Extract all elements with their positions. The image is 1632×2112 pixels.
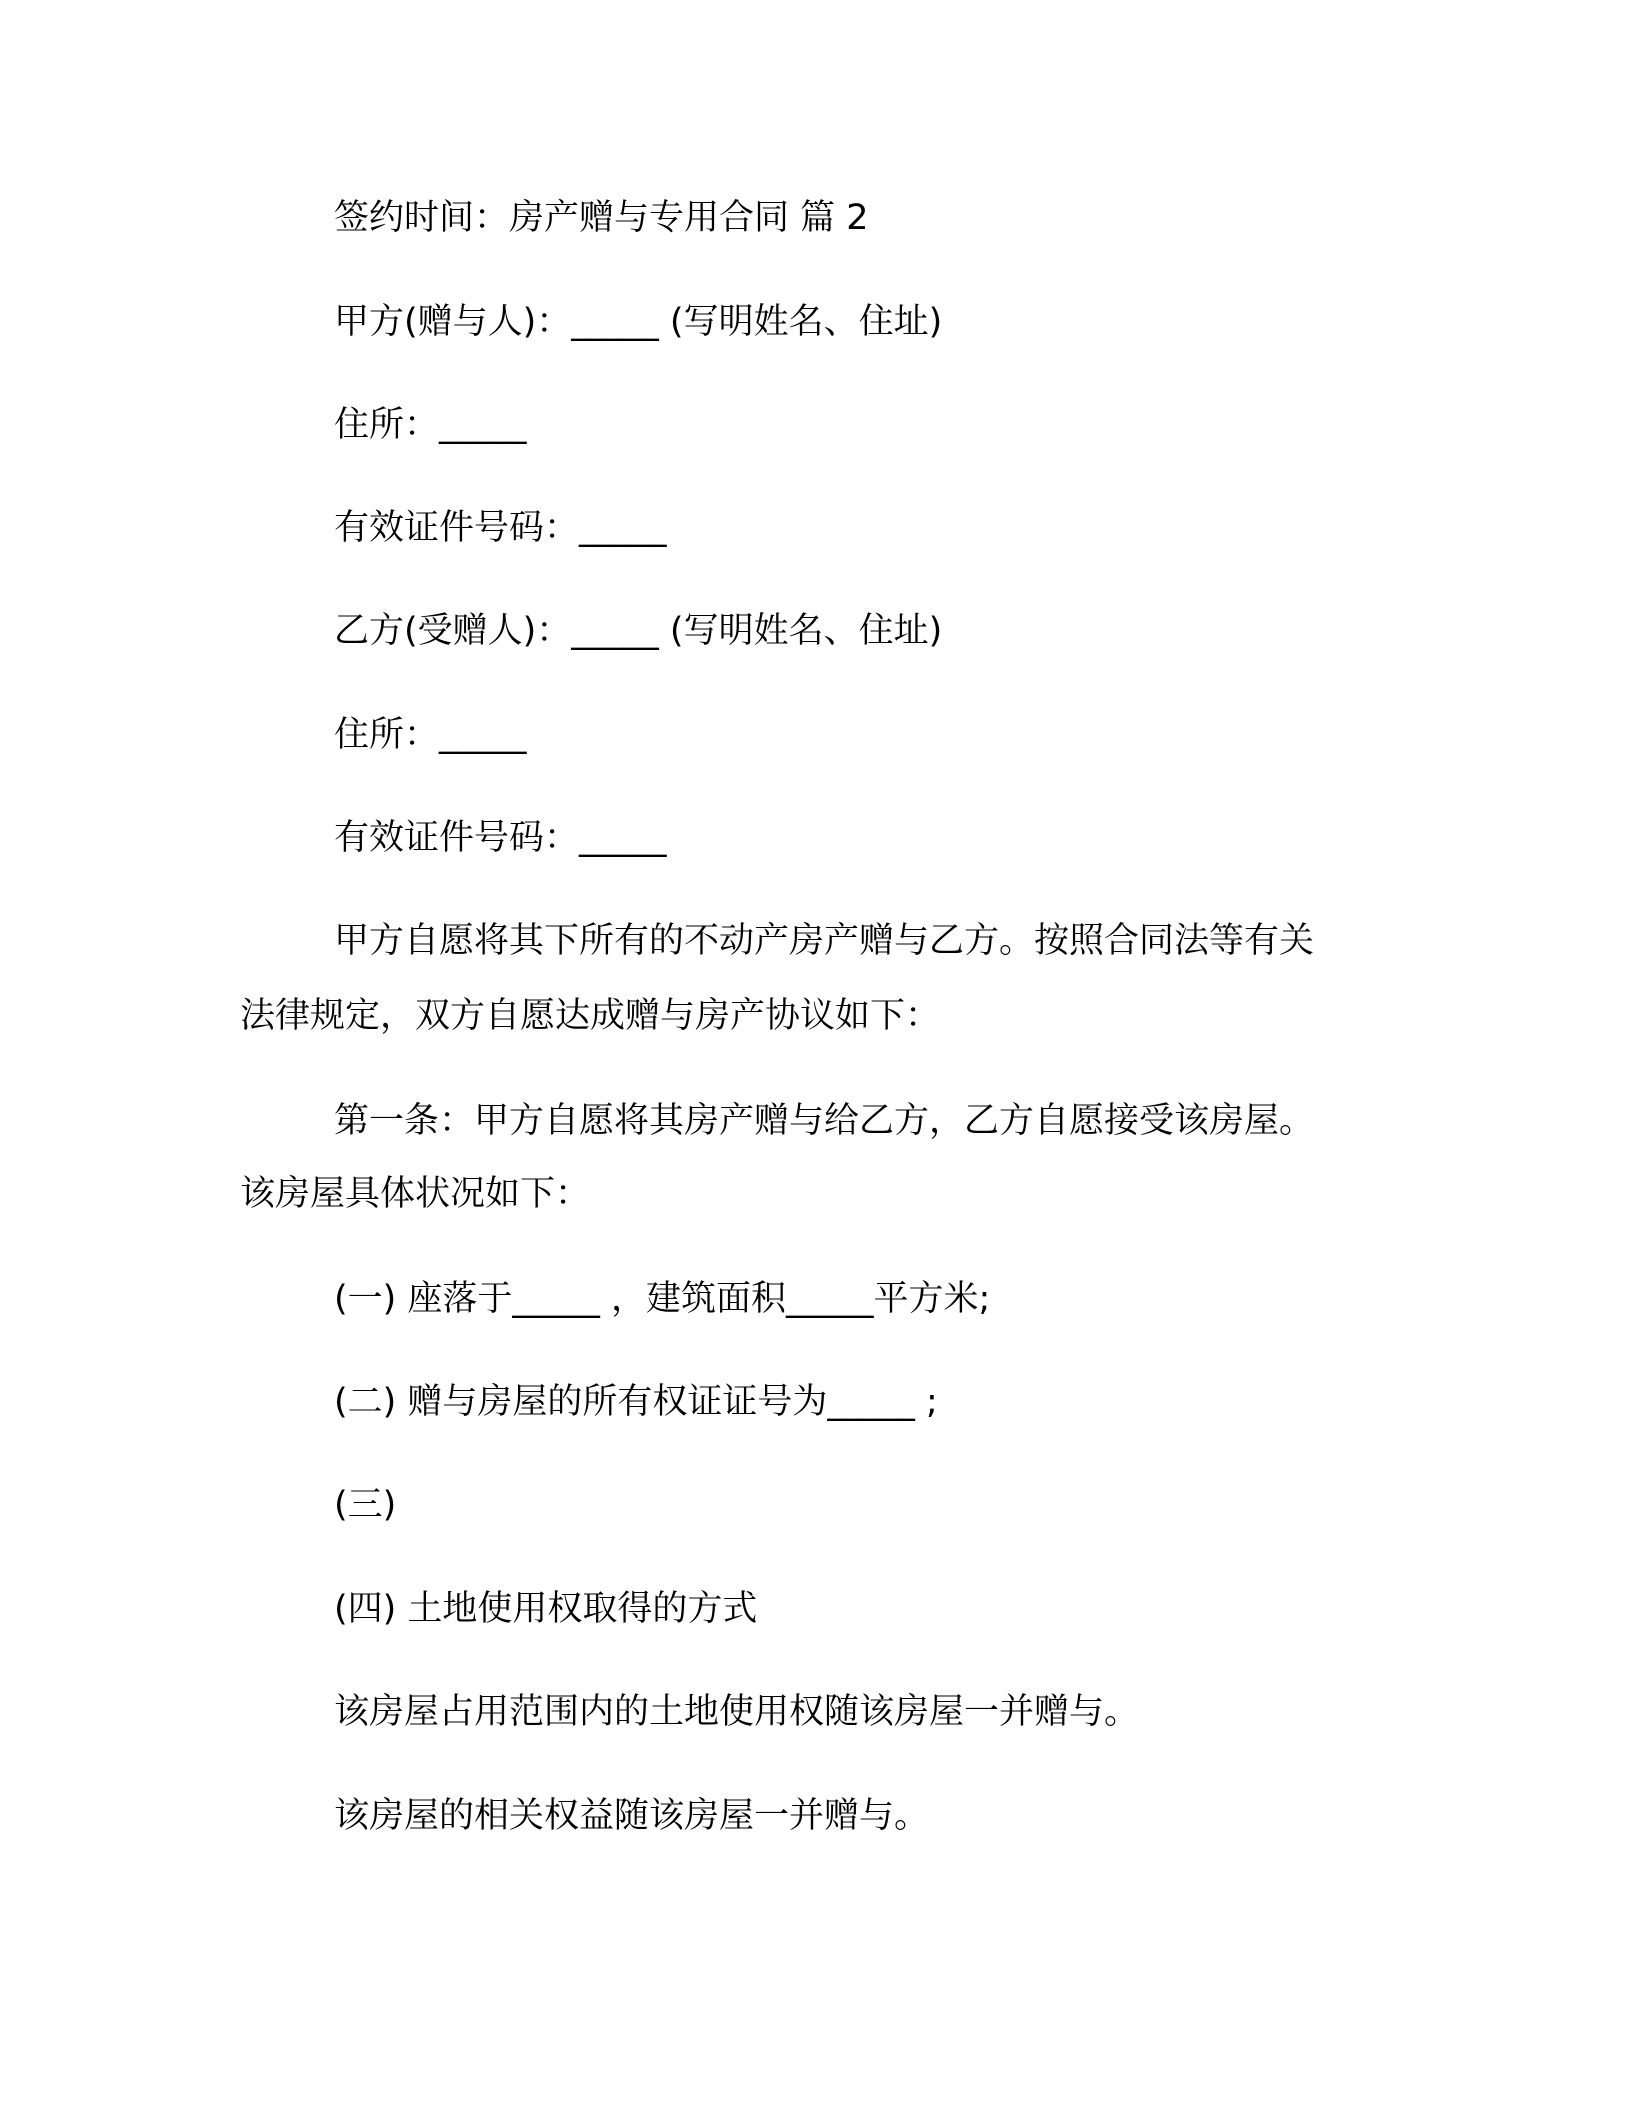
party-a-line: 甲方(赠与人)：_____ (写明姓名、住址) xyxy=(334,302,943,342)
party-a-id-line: 有效证件号码：_____ xyxy=(334,508,667,548)
article-one-line-1: 第一条：甲方自愿将其房产赠与给乙方，乙方自愿接受该房屋。 xyxy=(334,1101,1315,1141)
signing-time-line: 签约时间：房产赠与专用合同 篇 2 xyxy=(334,198,869,238)
intro-paragraph-line-2: 法律规定，双方自愿达成赠与房产协议如下： xyxy=(240,996,941,1036)
intro-paragraph-line-1: 甲方自愿将其下所有的不动产房产赠与乙方。按照合同法等有关 xyxy=(334,921,1315,961)
party-b-id-line: 有效证件号码：_____ xyxy=(334,818,667,858)
article-one-line-2: 该房屋具体状况如下： xyxy=(240,1174,591,1214)
related-rights-line: 该房屋的相关权益随该房屋一并赠与。 xyxy=(334,1796,930,1836)
item-four-line: (四) 土地使用权取得的方式 xyxy=(334,1589,758,1629)
party-a-residence-line: 住所：_____ xyxy=(334,405,527,445)
item-two-line: (二) 赠与房屋的所有权证证号为_____ ; xyxy=(334,1382,938,1422)
party-b-residence-line: 住所：_____ xyxy=(334,715,527,755)
item-one-line: (一) 座落于_____ ，建筑面积_____平方米; xyxy=(334,1279,991,1319)
item-three-line: (三) xyxy=(334,1485,397,1525)
land-use-right-line: 该房屋占用范围内的土地使用权随该房屋一并赠与。 xyxy=(334,1692,1140,1732)
party-b-line: 乙方(受赠人)：_____ (写明姓名、住址) xyxy=(334,611,943,651)
